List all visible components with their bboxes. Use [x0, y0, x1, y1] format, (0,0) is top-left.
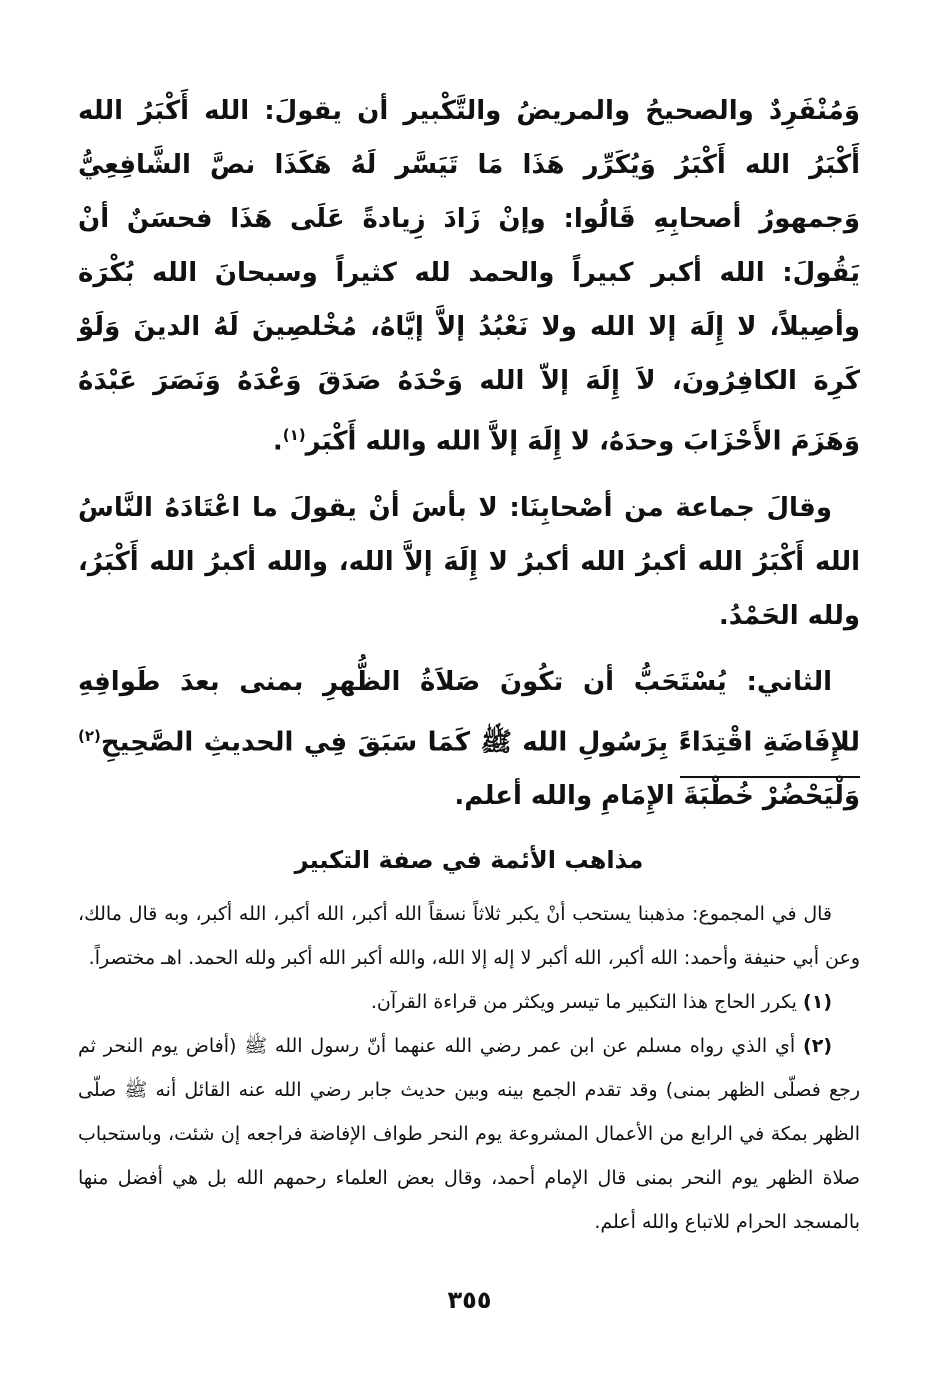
- main-text-block: [78, 84, 860, 835]
- paragraph-takbir-wording: [78, 84, 860, 469]
- footnote-ref-1[interactable]: (١): [282, 426, 306, 444]
- footnotes-block: [78, 892, 860, 1244]
- footnote-ref-2[interactable]: (٢): [78, 726, 101, 745]
- footnote-number: (٢): [803, 1035, 832, 1057]
- footnote-text: يكرر الحاج هذا التكبير ما تيسر ويكثر من قراءة القرآن.: [370, 991, 804, 1013]
- paragraph-companions-view: وقالَ جماعة من أصْحابِنَا: لا بأسَ أنْ يقولَ ما اعْتَادَهُ النَّاسُ الله أَكْبَرُ الله أكبرُ الله أكبرُ لا إِلَهَ إلاَّ الله، والله أكبرُ الله أَكْبَرُ، ولله الحَمْدُ.: [78, 492, 860, 631]
- section-heading: مذاهب الأئمة في صفة التكبير: [294, 846, 644, 874]
- page-number: ٣٥٥: [447, 1286, 492, 1314]
- footnote-1: [78, 980, 860, 1024]
- footnote-2: [78, 1024, 860, 1244]
- footnote-text: أي الذي رواه مسلم عن ابن عمر رضي الله عنهما أنّ رسول الله ﷺ (أفاض يوم النحر ثم رجع فصلّى الظهر بمنى) وقد تقدم الجمع بينه وبين حديث جابر رضي الله عنه القائل أنه ﷺ صلّى الظهر بمكة في الرابع من الأعمال المشروعة يوم النحر طواف الإفاضة فراجعه إن شئت، وباستحباب صلاة الظهر يوم النحر بمنى قال الإمام أحمد، وقال بعض العلماء رحمهم الله بل هي أفضل منها بالمسجد الحرام للاتباع والله أعلم.: [78, 1035, 860, 1233]
- paragraph-second-point: [78, 655, 860, 824]
- paragraph-end: .: [272, 426, 283, 457]
- footnote-separator: [680, 776, 860, 778]
- paragraph-text: وَمُنْفَرِدٌ والصحيحُ والمريضُ والتَّكْبير أن يقولَ: الله أَكْبَرُ الله أَكْبَرُ الله أَكْبَرُ وَيُكَرِّر هَذَا مَا تَيَسَّر لَهُ هَكَذَا نصَّ الشَّافِعِيُّ وَجمهورُ أصحابِهِ قَالُوا: وإنْ زَادَ زِيادةً عَلَى هَذَا فحسَنٌ أنْ يَقُولَ: الله أكبر كبيراً والحمد لله كثيراً وسبحانَ الله بُكْرَة وأصِيلاً، لا إِلَهَ إلا الله ولا نَعْبُدُ إلاَّ إيَّاهُ، مُخْلصِينَ لَهُ الدينَ وَلَوْ كَرِهَ الكافِرُونَ، لاَ إِلَهَ إلاّ الله وَحْدَهُ صَدَقَ وَعْدَهُ وَنَصَرَ عَبْدَهُ وَهَزَمَ الأَحْزَابَ وحدَهُ، لا إِلَهَ إلاَّ الله والله أَكْبَر: [78, 96, 860, 457]
- footnote-number: (١): [803, 991, 832, 1013]
- paragraph-text-continued: وَلْيَحْضُرْ خُطْبَةَ الإِمَامِ والله أعلم.: [454, 781, 860, 812]
- paragraph-text: الثاني: يُسْتَحَبُّ أن تكُونَ صَلاَةُ الظُّهرِ بمنى بعدَ طَوافِهِ للإِفَاضَةِ اقْتِدَاءً بِرَسُولِ الله ﷺ كَمَا سَبَقَ فِي الحديثِ الصَّحِيحِ: [78, 666, 860, 758]
- notes-intro: قال في المجموع: مذهبنا يستحب أنْ يكبر ثلاثاً نسقاً الله أكبر، الله أكبر، الله أكبر، وبه قال مالك، وعن أبي حنيفة وأحمد: الله أكبر، الله أكبر لا إله إلا الله، والله أكبر الله أكبر ولله الحمد. اهـ مختصراً.: [78, 903, 860, 969]
